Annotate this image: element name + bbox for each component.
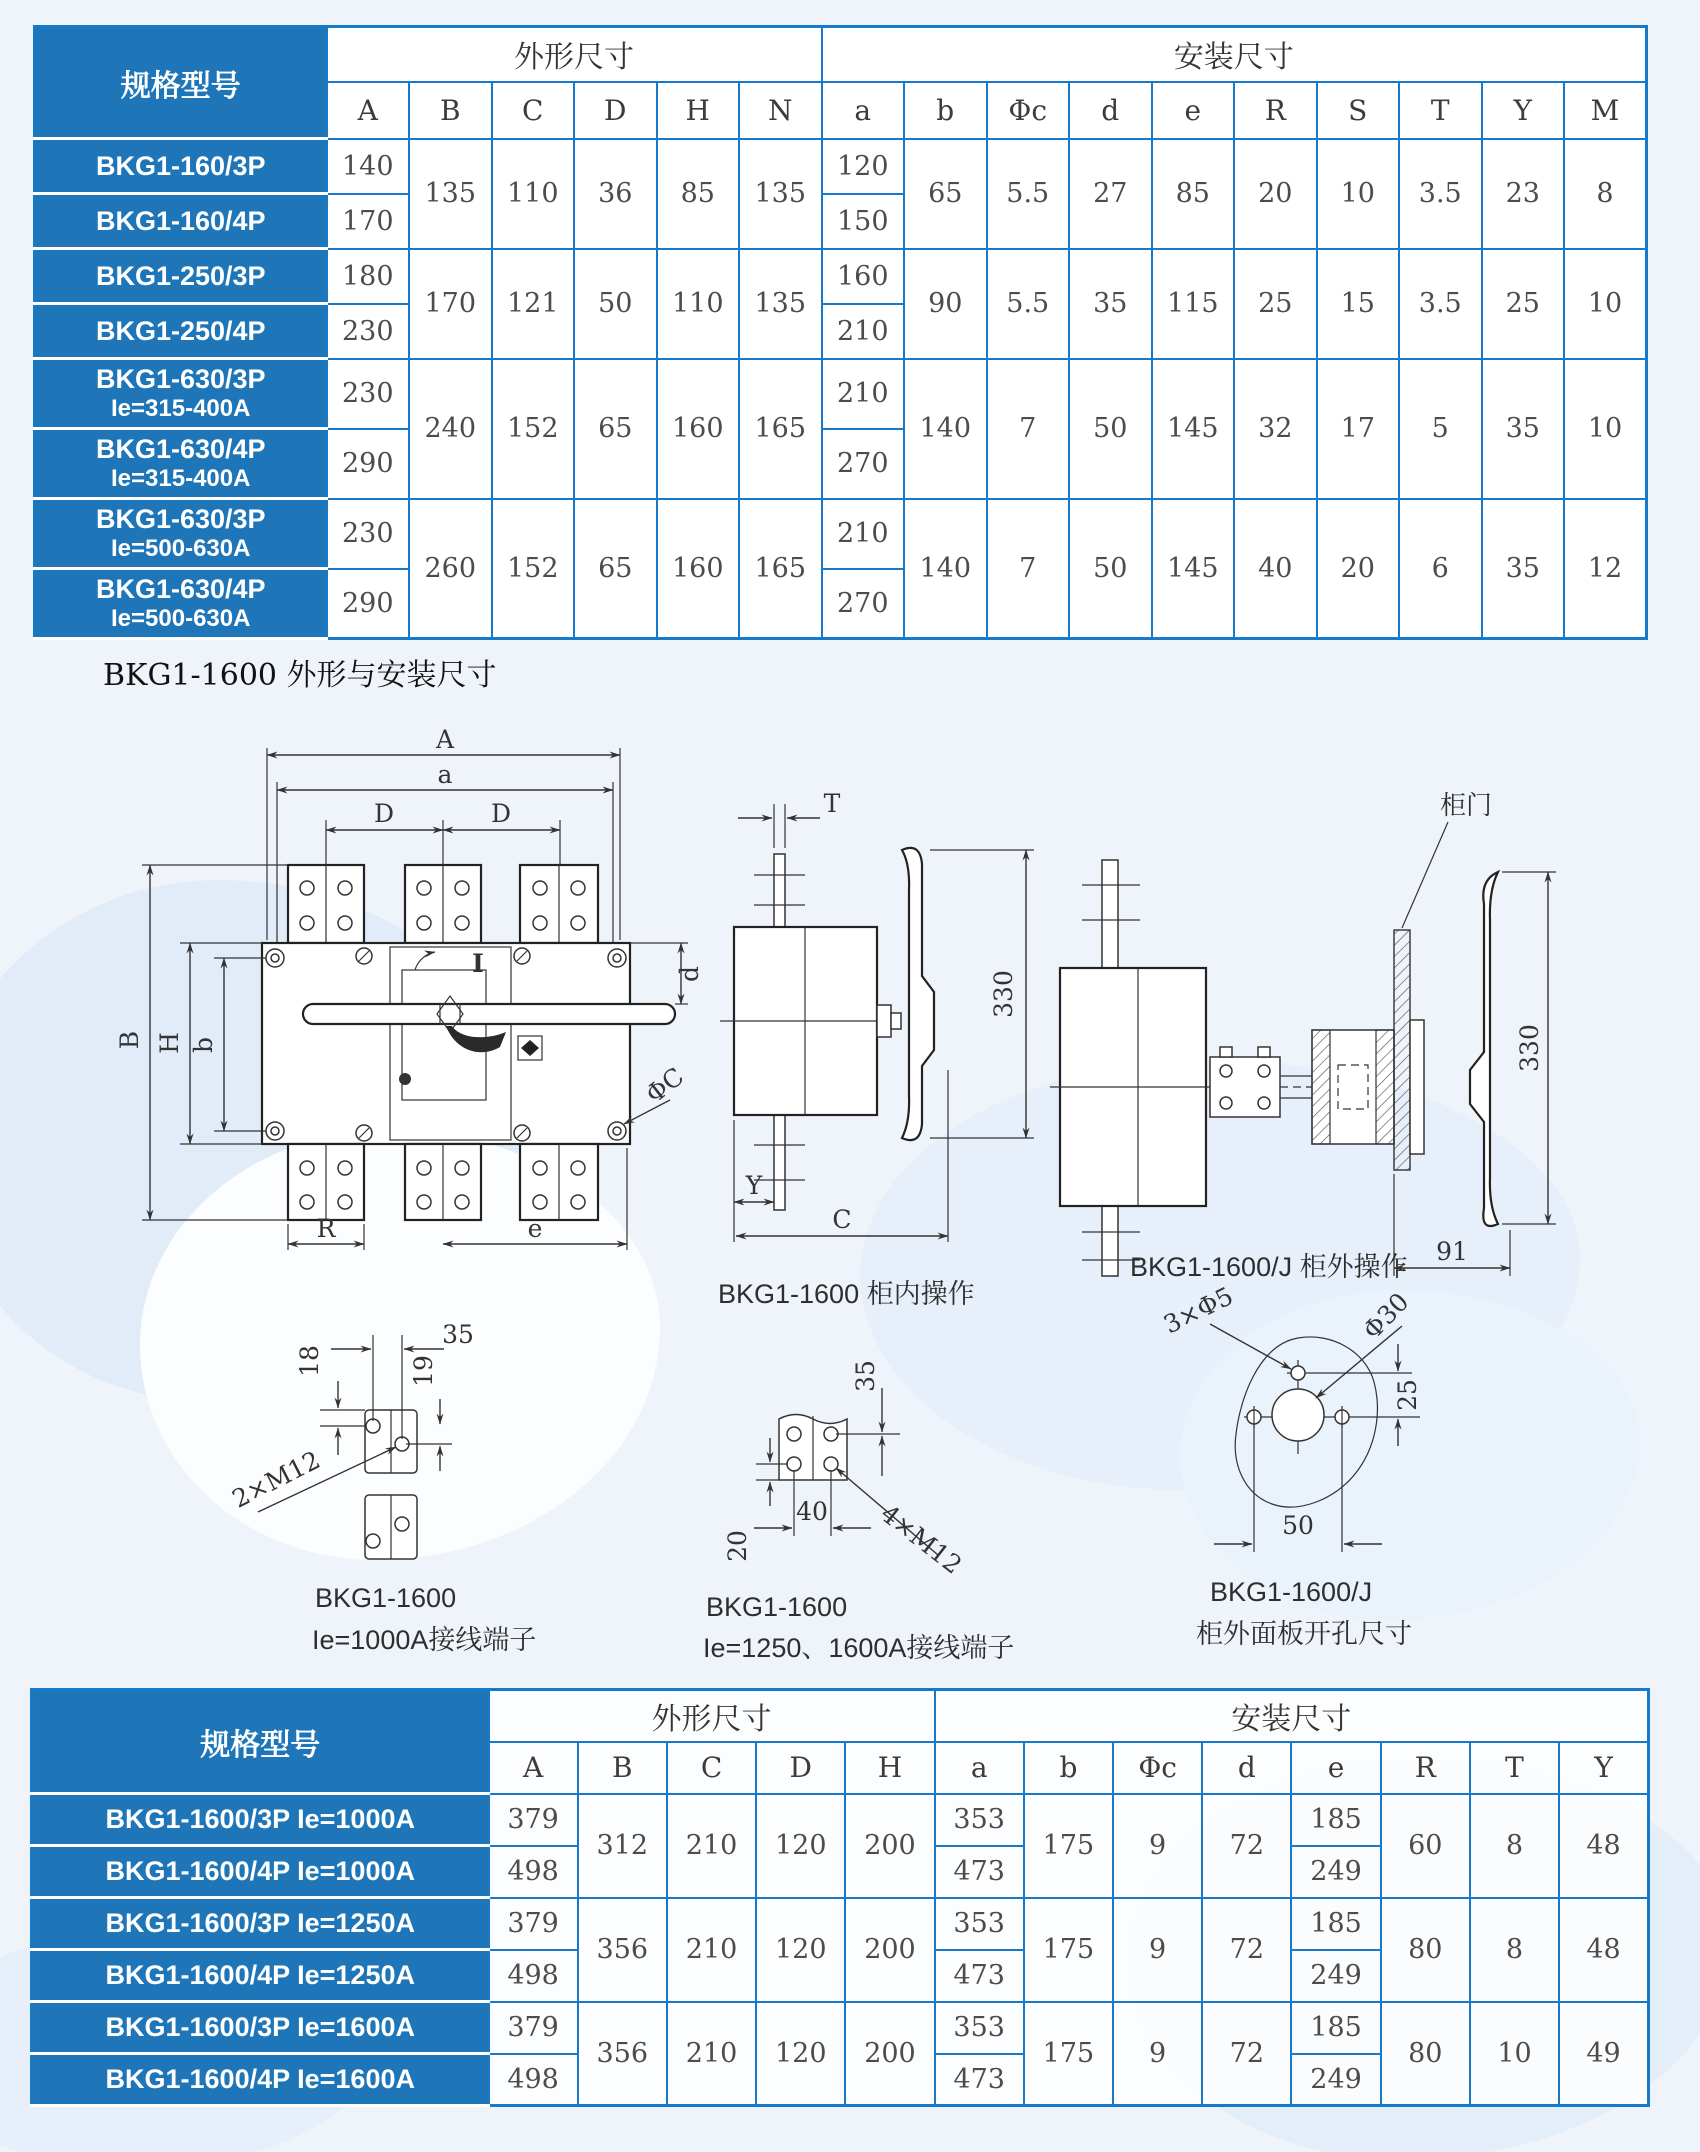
- cell: 5: [1399, 359, 1482, 499]
- panel-cutout-caption2: 柜外面板开孔尺寸: [1196, 1619, 1412, 1649]
- model-cell: BKG1-160/3P: [35, 139, 327, 194]
- table-row: [32, 1898, 1649, 1950]
- col-header: R: [1381, 1742, 1470, 1794]
- cell: 8: [1470, 1898, 1559, 2002]
- spec-header: 规格型号: [32, 1690, 489, 1794]
- cell: 200: [845, 1898, 934, 2002]
- inside-diagram-caption: BKG1-1600 柜内操作: [718, 1279, 975, 1309]
- cell: 110: [492, 139, 575, 249]
- cell: 65: [574, 499, 657, 639]
- cell: 115: [1152, 249, 1235, 359]
- col-header: T: [1470, 1742, 1559, 1794]
- outside-diagram-caption: BKG1-1600/J 柜外操作: [1130, 1252, 1408, 1282]
- col-header: B: [578, 1742, 667, 1794]
- cell: 120: [756, 1794, 845, 1898]
- cell: 20: [1317, 499, 1400, 639]
- front-body: [262, 943, 675, 1144]
- cell: 48: [1559, 1794, 1648, 1898]
- cell: 135: [739, 139, 822, 249]
- cell: 27: [1069, 139, 1152, 249]
- cell: 140: [904, 499, 987, 639]
- cell: 152: [492, 359, 575, 499]
- cell: 185: [1291, 2002, 1380, 2054]
- panel-cutout-caption1: BKG1-1600/J: [1210, 1577, 1373, 1607]
- cell: 50: [1069, 499, 1152, 639]
- dim-label-18: 18: [295, 1345, 324, 1377]
- table-row: [32, 1794, 1649, 1846]
- dim-label-a: a: [437, 760, 453, 789]
- cell: 80: [1381, 1898, 1470, 2002]
- panel-cutout-diagram: [1140, 1282, 1440, 1562]
- cell: 17: [1317, 359, 1400, 499]
- dim-label-50: 50: [1282, 1511, 1314, 1540]
- cell: 170: [409, 249, 492, 359]
- dim-label-35: 35: [442, 1320, 474, 1349]
- model-cell: BKG1-1600/3P Ie=1000A: [32, 1794, 489, 1846]
- outline-header: 外形尺寸: [489, 1690, 935, 1742]
- door-label: 柜门: [1439, 790, 1493, 820]
- cell: 7: [987, 359, 1070, 499]
- cell: 185: [1291, 1898, 1380, 1950]
- col-header: T: [1399, 82, 1482, 139]
- cell: 379: [489, 2002, 578, 2054]
- terminal-1000-caption2: Ie=1000A接线端子: [312, 1625, 537, 1655]
- col-header: Y: [1482, 82, 1565, 139]
- dim-label-25: 25: [1393, 1379, 1422, 1411]
- dim-label-Y: Y: [745, 1171, 763, 1200]
- cell: 3.5: [1399, 139, 1482, 249]
- dim-label-91: 91: [1436, 1237, 1468, 1266]
- cell: 72: [1202, 2002, 1291, 2106]
- col-header: H: [845, 1742, 934, 1794]
- cell: 175: [1024, 1794, 1113, 1898]
- install-header: 安装尺寸: [822, 27, 1647, 82]
- cell: 35: [1482, 359, 1565, 499]
- outline-header: 外形尺寸: [327, 27, 822, 82]
- cell: 498: [489, 1950, 578, 2002]
- inside-dim-330: [930, 850, 1034, 1138]
- dim-label-T: T: [823, 789, 841, 818]
- model-cell: BKG1-250/4P: [35, 304, 327, 359]
- cell: 160: [657, 359, 740, 499]
- model-cell: BKG1-630/4P Ie=315-400A: [35, 429, 327, 499]
- t1000-dim-18: [295, 1345, 366, 1455]
- col-header: Φc: [987, 82, 1070, 139]
- table-row: [35, 139, 1647, 194]
- handle-profile: [902, 848, 934, 1140]
- cell: 12: [1564, 499, 1647, 639]
- cell: 5.5: [987, 249, 1070, 359]
- cell: 290: [327, 429, 410, 499]
- col-header: e: [1291, 1742, 1380, 1794]
- cell: 379: [489, 1794, 578, 1846]
- cell: 25: [1234, 249, 1317, 359]
- dim-label-B: B: [115, 1030, 144, 1050]
- cell: 140: [904, 359, 987, 499]
- cell: 356: [578, 2002, 667, 2106]
- col-header: e: [1152, 82, 1235, 139]
- model-cell: BKG1-630/3P Ie=500-630A: [35, 499, 327, 569]
- cell: 90: [904, 249, 987, 359]
- cell: 379: [489, 1898, 578, 1950]
- col-header: d: [1069, 82, 1152, 139]
- cell: 260: [409, 499, 492, 639]
- terminal-1250-caption1: BKG1-1600: [706, 1592, 848, 1622]
- cell: 249: [1291, 1846, 1380, 1898]
- cell: 150: [822, 194, 905, 249]
- cell: 160: [657, 499, 740, 639]
- cell: 9: [1113, 1794, 1202, 1898]
- cell: 210: [667, 2002, 756, 2106]
- terminal-1000-diagram: [200, 1295, 500, 1575]
- col-header: M: [1564, 82, 1647, 139]
- cell: 353: [935, 1898, 1024, 1950]
- col-header: C: [667, 1742, 756, 1794]
- cell: 65: [574, 359, 657, 499]
- cell: 165: [739, 359, 822, 499]
- dim-label-330: 330: [989, 970, 1018, 1018]
- cell: 200: [845, 1794, 934, 1898]
- cell: 270: [822, 429, 905, 499]
- model-cell: BKG1-1600/4P Ie=1250A: [32, 1950, 489, 2002]
- col-header: D: [756, 1742, 845, 1794]
- cell: 170: [327, 194, 410, 249]
- cell: 15: [1317, 249, 1400, 359]
- col-header: H: [657, 82, 740, 139]
- cell: 473: [935, 1846, 1024, 1898]
- cell: 35: [1069, 249, 1152, 359]
- cell: 175: [1024, 1898, 1113, 2002]
- cell: 473: [935, 2054, 1024, 2106]
- cell: 49: [1559, 2002, 1648, 2106]
- info-dot: [399, 1073, 411, 1085]
- cell: 175: [1024, 2002, 1113, 2106]
- cell: 25: [1482, 249, 1565, 359]
- model-cell: BKG1-160/4P: [35, 194, 327, 249]
- model-cell: BKG1-1600/4P Ie=1000A: [32, 1846, 489, 1898]
- col-header: C: [492, 82, 575, 139]
- front-terminal-pads-bottom: [288, 1144, 598, 1220]
- cell: 249: [1291, 2054, 1380, 2106]
- col-header: B: [409, 82, 492, 139]
- cell: 145: [1152, 359, 1235, 499]
- cell: 50: [574, 249, 657, 359]
- outside-drive-bracket: [1210, 1047, 1280, 1117]
- dimension-table-bkg1-160-630: [33, 25, 1648, 640]
- cell: 8: [1470, 1794, 1559, 1898]
- cell: 356: [578, 1898, 667, 2002]
- cell: 180: [327, 249, 410, 304]
- dim-label-19: 19: [409, 1355, 438, 1387]
- col-header: b: [1024, 1742, 1113, 1794]
- group-header-row: [32, 1690, 1649, 1742]
- install-header: 安装尺寸: [935, 1690, 1649, 1742]
- dim-label-b: b: [189, 1036, 218, 1054]
- cell: 230: [327, 359, 410, 429]
- cell: 10: [1470, 2002, 1559, 2106]
- terminal-1250-diagram: [700, 1350, 980, 1590]
- cell: 10: [1564, 249, 1647, 359]
- dim-label-20: 20: [723, 1530, 752, 1562]
- inside-dim-T: [738, 789, 841, 848]
- cell: 498: [489, 1846, 578, 1898]
- dim-label-D: D: [373, 799, 395, 828]
- dim-label-R: R: [316, 1214, 336, 1243]
- cell: 3.5: [1399, 249, 1482, 359]
- cell: 120: [756, 2002, 845, 2106]
- cell: 9: [1113, 2002, 1202, 2106]
- col-header: S: [1317, 82, 1400, 139]
- terminal-1250-caption2: Ie=1250、1600A接线端子: [703, 1633, 1015, 1663]
- outside-dim-330: [1502, 872, 1556, 1224]
- cell: 165: [739, 499, 822, 639]
- cell: 7: [987, 499, 1070, 639]
- handle-position-label: I: [472, 949, 484, 978]
- cell: 35: [1482, 499, 1565, 639]
- col-header: a: [822, 82, 905, 139]
- front-view-diagram: [115, 725, 710, 1280]
- col-header: R: [1234, 82, 1317, 139]
- cell: 60: [1381, 1794, 1470, 1898]
- dim-label-35: 35: [851, 1360, 880, 1392]
- col-header: A: [327, 82, 410, 139]
- section-caption: BKG1-1600 外形与安装尺寸: [103, 658, 497, 693]
- table-row: [35, 249, 1647, 304]
- col-header: b: [904, 82, 987, 139]
- t1000-plates: [365, 1410, 417, 1559]
- dim-label-e: e: [527, 1214, 543, 1243]
- dim-label-phiC: ΦC: [640, 1061, 690, 1109]
- model-cell: BKG1-630/4P Ie=500-630A: [35, 569, 327, 639]
- cell: 10: [1317, 139, 1400, 249]
- cell: 65: [904, 139, 987, 249]
- cell: 72: [1202, 1898, 1291, 2002]
- cell: 353: [935, 2002, 1024, 2054]
- cell: 80: [1381, 2002, 1470, 2106]
- inside-operation-diagram: [690, 790, 1040, 1250]
- cell: 50: [1069, 359, 1152, 499]
- model-cell: BKG1-250/3P: [35, 249, 327, 304]
- cell: 72: [1202, 1794, 1291, 1898]
- cell: 135: [739, 249, 822, 359]
- cell: 312: [578, 1794, 667, 1898]
- cell: 23: [1482, 139, 1565, 249]
- outside-body: [1050, 968, 1220, 1206]
- cell: 152: [492, 499, 575, 639]
- front-terminal-pads-top: [288, 865, 598, 943]
- cell: 120: [822, 139, 905, 194]
- cell: 210: [667, 1794, 756, 1898]
- cell: 210: [667, 1898, 756, 2002]
- cell: 210: [822, 499, 905, 569]
- center-hole-label: Φ30: [1357, 1287, 1415, 1345]
- outside-operation-diagram: [1050, 780, 1570, 1290]
- thread-label: 2×M12: [227, 1445, 325, 1514]
- col-header: A: [489, 1742, 578, 1794]
- dim-label-C: C: [832, 1205, 852, 1234]
- table-row: [35, 359, 1647, 429]
- cell: 48: [1559, 1898, 1648, 2002]
- cell: 249: [1291, 1950, 1380, 2002]
- t1000-dim-35: [331, 1320, 474, 1439]
- dim-label-40: 40: [796, 1497, 828, 1526]
- cell: 9: [1113, 1898, 1202, 2002]
- col-header: a: [935, 1742, 1024, 1794]
- cell: 210: [822, 359, 905, 429]
- cell: 85: [1152, 139, 1235, 249]
- cell: 6: [1399, 499, 1482, 639]
- cell: 230: [327, 304, 410, 359]
- dim-label-A: A: [435, 725, 455, 754]
- cell: 8: [1564, 139, 1647, 249]
- cell: 40: [1234, 499, 1317, 639]
- holes-label: 3×Φ5: [1158, 1281, 1238, 1340]
- cell: 270: [822, 569, 905, 639]
- cell: 498: [489, 2054, 578, 2106]
- table-row: [32, 2002, 1649, 2054]
- cell: 120: [756, 1898, 845, 2002]
- group-header-row: [35, 27, 1647, 82]
- thread-label: 4×M12: [875, 1498, 968, 1580]
- terminal-1000-caption1: BKG1-1600: [315, 1583, 457, 1613]
- col-header: N: [739, 82, 822, 139]
- spec-header: 规格型号: [35, 27, 327, 139]
- cell: 145: [1152, 499, 1235, 639]
- dimension-table-bkg1-1600: [30, 1688, 1650, 2107]
- cell: 240: [409, 359, 492, 499]
- cell: 185: [1291, 1794, 1380, 1846]
- cell: 473: [935, 1950, 1024, 2002]
- cell: 121: [492, 249, 575, 359]
- col-header: D: [574, 82, 657, 139]
- cutout-leaders: [1159, 1281, 1414, 1398]
- cell: 85: [657, 139, 740, 249]
- dim-label-330: 330: [1515, 1024, 1544, 1072]
- col-header: d: [1202, 1742, 1291, 1794]
- col-header: Φc: [1113, 1742, 1202, 1794]
- dim-label-D: D: [490, 799, 512, 828]
- model-cell: BKG1-1600/3P Ie=1250A: [32, 1898, 489, 1950]
- cell: 20: [1234, 139, 1317, 249]
- outside-coupling: [1312, 1030, 1394, 1144]
- t1250-plate: [779, 1415, 847, 1481]
- inside-body: [720, 848, 934, 1140]
- cell: 10: [1564, 359, 1647, 499]
- cell: 36: [574, 139, 657, 249]
- dim-label-H: H: [155, 1032, 184, 1054]
- cell: 290: [327, 569, 410, 639]
- table-row: [35, 499, 1647, 569]
- dim-label-d: d: [675, 965, 704, 983]
- outside-handle-profile: [1470, 872, 1498, 1226]
- cell: 135: [409, 139, 492, 249]
- model-cell: BKG1-1600/3P Ie=1600A: [32, 2002, 489, 2054]
- cell: 200: [845, 2002, 934, 2106]
- col-header: Y: [1559, 1742, 1648, 1794]
- cell: 5.5: [987, 139, 1070, 249]
- model-cell: BKG1-1600/4P Ie=1600A: [32, 2054, 489, 2106]
- cell: 210: [822, 304, 905, 359]
- cell: 110: [657, 249, 740, 359]
- cell: 160: [822, 249, 905, 304]
- cell: 32: [1234, 359, 1317, 499]
- cell: 353: [935, 1794, 1024, 1846]
- t1250-thread-leader: [836, 1468, 967, 1580]
- cell: 230: [327, 499, 410, 569]
- model-cell: BKG1-630/3P Ie=315-400A: [35, 359, 327, 429]
- cutout-dim-25: [1393, 1344, 1422, 1446]
- cell: 140: [327, 139, 410, 194]
